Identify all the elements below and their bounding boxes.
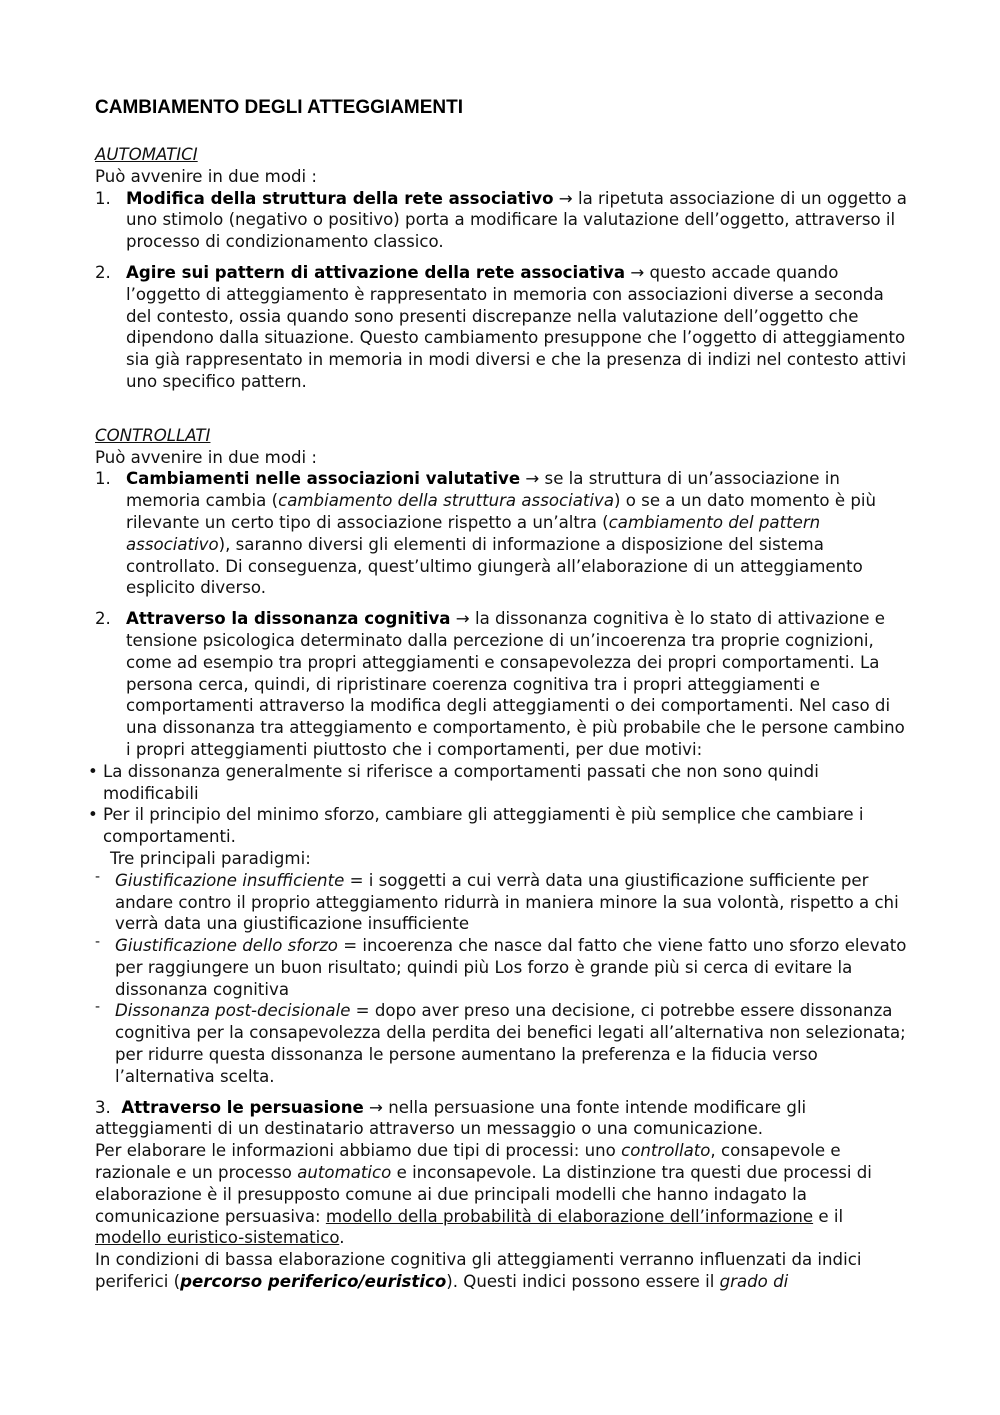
bullet-text: Per il principio del minimo sforzo, cambiare gli atteggiamenti è più semplice che cambiare i comportamenti. [103, 805, 864, 847]
para-italic-text: controllato [621, 1141, 711, 1161]
item-text: questo accade quando l’oggetto di atteggiamento è rappresentato in memoria con associazioni diverse a seconda del contesto, ossia quando sono presenti discrepanze nella valutazione dell’oggetto che dipendono dalla situazione. Questo cambiamento presuppone che l’oggetto di atteggiamento sia già rappresentato in memoria in modi diversi e che la presenza di indizi nel contesto attivi uno specifico pattern. [126, 262, 907, 391]
item-text: ) o se a un dato momento è più rilevante un certo tipo di associazione rispetto a un’altra ( [126, 491, 876, 532]
item-text: ), saranno diversi gli elementi di informazione a disposizione del sistema controllato. Di conseguenza, quest’ultimo giungerà all’elaborazione di un atteggiamento esplicito diverso. [126, 534, 863, 598]
section-heading-automatici: AUTOMATICI [95, 145, 198, 164]
document-page [88, 96, 910, 1293]
item-number: 2. [95, 262, 111, 282]
list-item [95, 468, 910, 599]
list-item [95, 262, 910, 393]
para-text: , consapevole e razionale e un processo [95, 1141, 841, 1183]
paradigm-text: = dopo aver preso una decisione, ci potrebbe essere dissonanza cognitiva per la consapevolezza della perdita dei benefici legati all’alternativa non selezionata; per ridurre questa dissonanza le persone aumentano la preferenza e la fiducia verso l’alternativa scelta. [115, 1001, 906, 1086]
paradigm-term: Giustificazione dello sforzo [115, 936, 338, 956]
paradigm-item [95, 870, 910, 935]
list-item [95, 188, 910, 253]
para-italic-text: automatico [297, 1163, 392, 1183]
bullet-icon: • [88, 761, 98, 781]
para-text: e inconsapevole. La distinzione tra questi due processi di elaborazione è il presupposto comune ai due principali modelli che hanno indagato la comunicazione persuasiva: [95, 1163, 872, 1226]
paragraph [95, 1249, 910, 1293]
page-title: CAMBIAMENTO DEGLI ATTEGGIAMENTI [95, 97, 464, 118]
item-text: la ripetuta associazione di un oggetto a uno stimolo (negativo o positivo) porta a modificare la valutazione dell’oggetto, attraverso il processo di condizionamento classico. [126, 188, 907, 252]
item-number: 1. [95, 469, 111, 489]
paradigms-intro: Tre principali paradigmi: [110, 848, 311, 868]
item-number: 3. [95, 1097, 111, 1117]
paradigm-term: Giustificazione insufficiente [115, 870, 345, 890]
item-bold-title: Attraverso la dissonanza cognitiva [126, 609, 451, 629]
bullet-item [88, 804, 910, 848]
item-text: → se la struttura di un’associazione in memoria cambia ( [126, 469, 840, 511]
arrow-glyph: → [553, 188, 578, 208]
item-bold-title: Attraverso le persuasione [121, 1097, 364, 1117]
para-text: Per elaborare le informazioni abbiamo due tipi di processi: uno [95, 1141, 622, 1161]
item-number: 1. [95, 188, 111, 208]
item-number: 2. [95, 609, 111, 629]
paradigm-text: = incoerenza che nasce dal fatto che viene fatto uno sforzo elevato per raggiungere un buon risultato; quindi più Los forzo è grande più si cerca di evitare la dissonanza cognitiva [115, 936, 907, 999]
dash-icon: - [95, 868, 101, 885]
para-text: e il [813, 1206, 844, 1226]
bullet-icon: • [88, 805, 98, 825]
underlined-model-name: modello euristico-sistematico [95, 1228, 340, 1248]
bullet-text: La dissonanza generalmente si riferisce a comportamenti passati che non sono quindi modificabili [103, 761, 819, 803]
item-text: → nella persuasione una fonte intende modificare gli atteggiamenti di un destinatario attraverso un messaggio o una comunicazione. [95, 1097, 807, 1139]
paradigm-item [95, 935, 910, 1000]
para-bold-italic-text: percorso periferico/euristico [180, 1272, 447, 1292]
dash-icon: - [95, 999, 101, 1016]
arrow-glyph: → [625, 262, 650, 282]
section-automatici [95, 144, 910, 393]
item-italic-text: cambiamento del pattern associativo [126, 512, 821, 554]
list-item [95, 608, 910, 761]
dash-icon: - [95, 934, 101, 951]
underlined-model-name: modello della probabilità di elaborazione dell’informazione [325, 1206, 814, 1226]
list-item [95, 1097, 910, 1141]
paradigm-text: = i soggetti a cui verrà data una giustificazione sufficiente per andare contro il proprio atteggiamento ridurrà in maniera minore la sua volontà, rispetto a chi verrà data una giustificazione insufficiente [115, 870, 899, 934]
para-italic-text: grado di [719, 1272, 789, 1292]
paragraph [95, 1140, 910, 1249]
section-heading-controllati: CONTROLLATI [95, 425, 211, 445]
item-bold-title: Agire sui pattern di attivazione della rete associativa [126, 262, 626, 282]
para-text: ). Questi indici possono essere il [446, 1272, 720, 1292]
item-bold-title: Cambiamenti nelle associazioni valutative [126, 469, 521, 489]
section-intro: Può avvenire in due modi : [95, 166, 318, 186]
item-text: → la dissonanza cognitiva è lo stato di attivazione e tensione psicologica determinato dalla percezione di un’incoerenza tra proprie cognizioni, come ad esempio tra propri atteggiamenti e consapevolezza dei propri comportamenti. La persona cerca, quindi, di ripristinare coerenza cognitiva tra i propri atteggiamenti e comportamenti attraverso la modifica degli atteggiamenti o dei comportamenti. Nel caso di una dissonanza tra atteggiamento e comportamento, è più probabile che le persone cambino i propri atteggiamenti piuttosto che i comportamenti, per due motivi: [126, 609, 905, 759]
item-bold-title: Modifica della struttura della rete associativo [126, 188, 554, 208]
para-text: . [339, 1228, 345, 1248]
bullet-item [88, 761, 910, 805]
paradigm-item [95, 1000, 910, 1087]
paradigm-term: Dissonanza post-decisionale [115, 1001, 351, 1021]
section-controllati [88, 425, 910, 1293]
section-intro: Può avvenire in due modi : [95, 447, 318, 467]
para-text: In condizioni di bassa elaborazione cognitiva gli atteggiamenti verranno influenzati da indici periferici ( [95, 1250, 862, 1292]
item-italic-text: cambiamento della struttura associativa [278, 491, 614, 511]
